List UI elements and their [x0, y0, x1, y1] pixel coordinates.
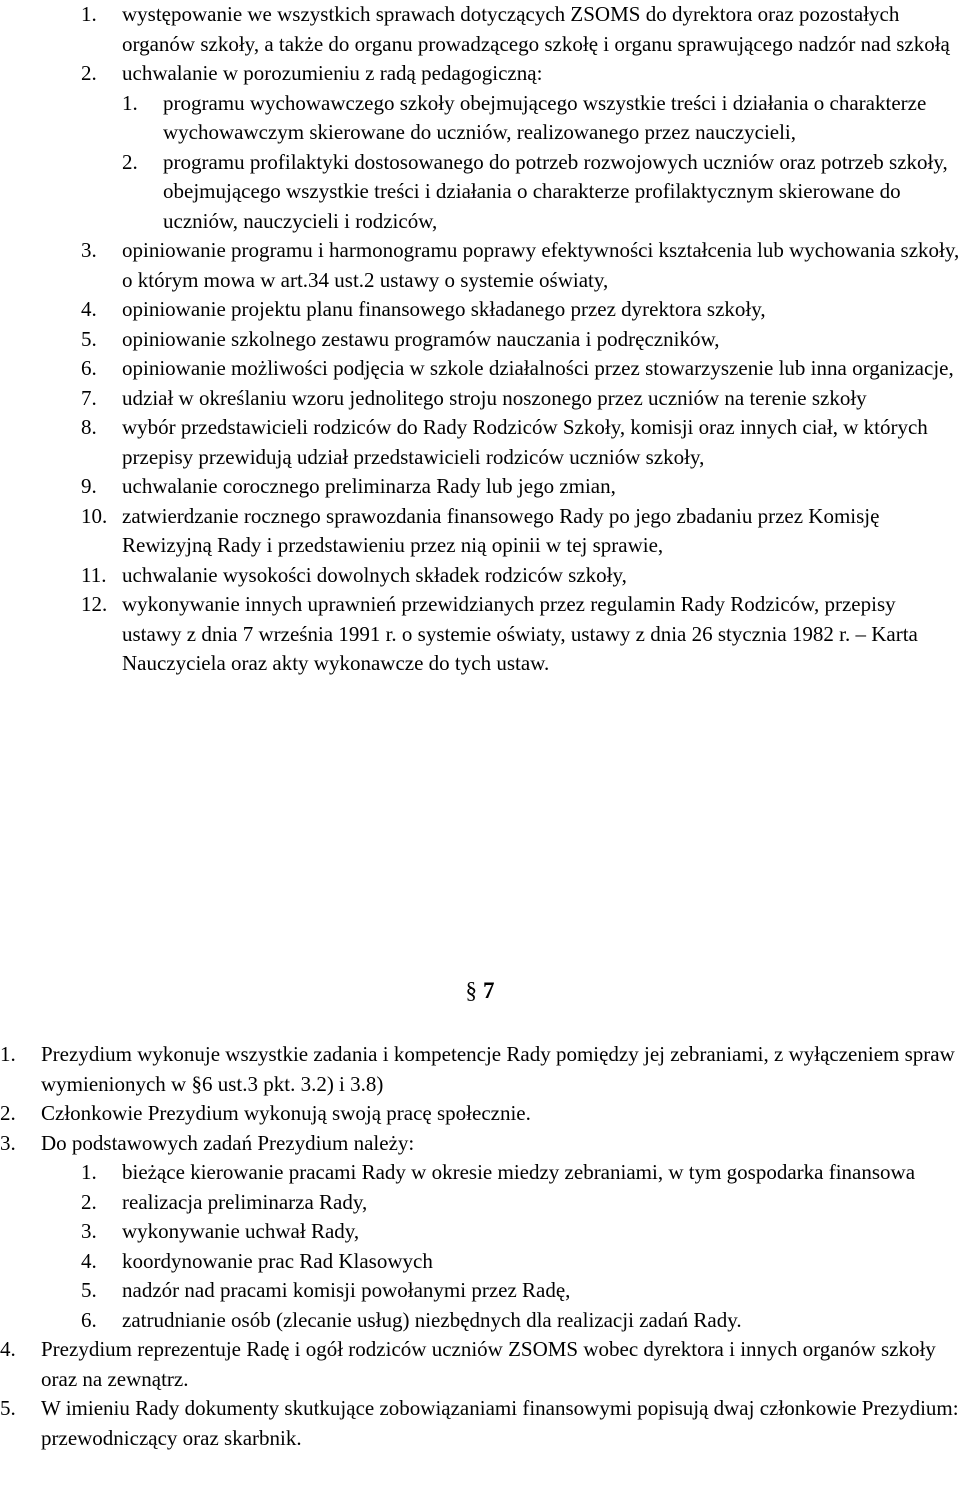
item-text: uchwalanie w porozumieniu z radą pedagogiczną: — [122, 61, 543, 85]
sub-list-item — [81, 1276, 960, 1306]
list-item — [0, 1040, 960, 1099]
sub-list-item — [81, 1217, 960, 1247]
item-number: 12. — [81, 592, 108, 616]
sub-list-item — [122, 148, 960, 237]
item-number: 8. — [81, 415, 97, 439]
item-text: Prezydium wykonuje wszystkie zadania i kompetencje Rady pomiędzy jej zebraniami, z wyłączeniem spraw wymienionych w §6 ust.3 pkt. 3.2) i 3.8) — [41, 1042, 955, 1096]
item-number: 2. — [122, 149, 138, 174]
item-number: 5. — [0, 1396, 16, 1420]
item-number: 4. — [81, 1248, 97, 1273]
list-item — [81, 295, 960, 325]
item-text: opiniowanie projektu planu finansowego składanego przez dyrektora szkoły, — [122, 297, 766, 321]
item-text: nadzór nad pracami komisji powołanymi przez Radę, — [122, 1278, 571, 1302]
list-item — [0, 1394, 960, 1453]
item-text: Członkowie Prezydium wykonują swoją pracę społecznie. — [41, 1101, 531, 1125]
item-text: realizacja preliminarza Rady, — [122, 1189, 368, 1214]
list-item — [81, 59, 960, 236]
item-number: 3. — [81, 238, 97, 262]
sub-list-item — [81, 1306, 960, 1336]
list-item — [81, 0, 960, 59]
item-number: 2. — [0, 1101, 16, 1125]
item-number: 1. — [122, 90, 138, 115]
item-number: 1. — [0, 1042, 16, 1066]
item-text: programu wychowawczego szkoły obejmującego wszystkie treści i działania o charakterze wychowawczym skierowane do uczniów, realizowanego przez nauczycieli, — [163, 90, 927, 144]
list-item — [81, 413, 960, 472]
item-number: 6. — [81, 1307, 97, 1332]
item-number: 11. — [81, 562, 107, 587]
item-number: 1. — [81, 2, 97, 26]
list-item — [81, 561, 960, 591]
list-item — [0, 1129, 960, 1159]
item-number: 5. — [81, 326, 97, 351]
item-text: występowanie we wszystkich sprawach dotyczących ZSOMS do dyrektora oraz pozostałych organów szkoły, a także do organu prowadzącego szkołę i organu sprawującego nadzór nad szkołą — [122, 2, 950, 56]
item-text: wykonywanie innych uprawnień przewidzianych przez regulamin Rady Rodziców, przepisy ustawy z dnia 7 września 1991 r. o systemie oświaty, ustawy z dnia 26 stycznia 1982 r. – Karta Nauczyciela oraz akty wykonawcze do tych ustaw. — [122, 592, 918, 675]
item-text: bieżące kierowanie pracami Rady w okresie miedzy zebraniami, w tym gospodarka finansowa — [122, 1160, 916, 1184]
item-number: 4. — [0, 1337, 16, 1361]
item-text: uchwalanie wysokości dowolnych składek rodziców szkoły, — [122, 562, 627, 587]
sub-list-item — [122, 89, 960, 148]
item-number: 3. — [0, 1130, 16, 1155]
sub-list — [122, 89, 960, 237]
item-number: 5. — [81, 1278, 97, 1302]
item-number: 6. — [81, 356, 97, 380]
item-number: 2. — [81, 1189, 97, 1214]
sub-list — [81, 1158, 960, 1335]
item-number: 1. — [81, 1160, 97, 1184]
item-text: W imieniu Rady dokumenty skutkujące zobowiązaniami finansowymi popisują dwaj członkowie Prezydium: przewodniczący oraz skarbnik. — [41, 1396, 959, 1450]
item-text: opiniowanie możliwości podjęcia w szkole działalności przez stowarzyszenie lub inna organizacje, — [122, 356, 954, 380]
item-number: 2. — [81, 61, 97, 85]
section-number: 7 — [483, 978, 495, 1003]
item-text: Prezydium reprezentuje Radę i ogół rodziców uczniów ZSOMS wobec dyrektora i innych organów szkoły oraz na zewnątrz. — [41, 1337, 936, 1391]
presidium-list — [0, 1040, 960, 1453]
item-number: 10. — [81, 503, 108, 528]
item-text: opiniowanie programu i harmonogramu poprawy efektywności kształcenia lub wychowania szkoły, o którym mowa w art.34 ust.2 ustawy o systemie oświaty, — [122, 238, 960, 292]
list-item — [81, 502, 960, 561]
list-item — [81, 590, 960, 679]
list-item — [81, 236, 960, 295]
item-text: koordynowanie prac Rad Klasowych — [122, 1248, 433, 1273]
list-item — [0, 1099, 960, 1129]
list-item — [81, 354, 960, 384]
item-text: opiniowanie szkolnego zestawu programów nauczania i podręczników, — [122, 326, 720, 351]
section-symbol: § — [465, 978, 477, 1003]
sub-list-item — [81, 1158, 960, 1188]
section-heading — [0, 976, 960, 1006]
list-item — [0, 1335, 960, 1394]
powers-list — [81, 0, 960, 679]
item-number: 7. — [81, 385, 97, 410]
list-item — [81, 384, 960, 414]
item-text: zatwierdzanie rocznego sprawozdania finansowego Rady po jego zbadaniu przez Komisję Rewizyjną Rady i przedstawieniu przez nią opinii w tej sprawie, — [122, 503, 880, 557]
list-item — [81, 325, 960, 355]
item-number: 4. — [81, 297, 97, 321]
item-text: Do podstawowych zadań Prezydium należy: — [41, 1130, 415, 1155]
item-text: uchwalanie corocznego preliminarza Rady lub jego zmian, — [122, 474, 616, 498]
item-text: programu profilaktyki dostosowanego do potrzeb rozwojowych uczniów oraz potrzeb szkoły, obejmującego wszystkie treści i działania o charakterze profilaktycznym skierowane do uczniów, nauczycieli i rodziców, — [163, 149, 948, 233]
item-text: wykonywanie uchwał Rady, — [122, 1219, 360, 1243]
item-number: 9. — [81, 474, 97, 498]
item-text: wybór przedstawicieli rodziców do Rady Rodziców Szkoły, komisji oraz innych ciał, w których przepisy przewidują udział przedstawicieli rodziców uczniów szkoły, — [122, 415, 928, 469]
item-number: 3. — [81, 1219, 97, 1243]
sub-list-item — [81, 1247, 960, 1277]
item-text: udział w określaniu wzoru jednolitego stroju noszonego przez uczniów na terenie szkoły — [122, 385, 867, 410]
list-item — [81, 472, 960, 502]
sub-list-item — [81, 1188, 960, 1218]
item-text: zatrudnianie osób (zlecanie usług) niezbędnych dla realizacji zadań Rady. — [122, 1307, 742, 1332]
